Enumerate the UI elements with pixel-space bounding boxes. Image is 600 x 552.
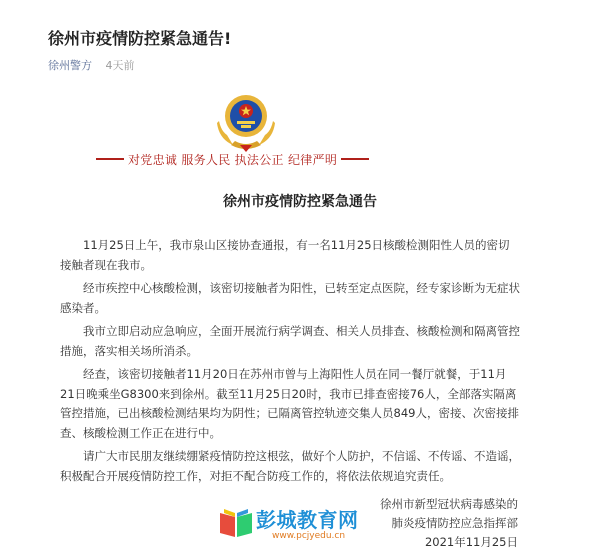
notice-paragraph: 11月25日上午，我市泉山区接协查通报，有一名11月25日核酸检测阳性人员的密切接触者现在我市。 <box>60 238 510 272</box>
signature-date: 2021年11月25日 <box>424 535 518 549</box>
watermark-text: 彭城教育网 <box>256 508 359 532</box>
police-motto <box>96 151 404 167</box>
notice-signature <box>380 495 518 552</box>
notice-paragraph: 我市立即启动应急响应，全面开展流行病学调查、相关人员排查、核酸检测和隔离管控措施，落实相关场所消杀。 <box>60 324 520 358</box>
watermark <box>218 504 388 544</box>
notice-title: 徐州市疫情防控紧急通告 <box>223 194 377 210</box>
publish-time: 4天前 <box>105 59 135 72</box>
notice-body <box>60 236 520 490</box>
notice-paragraph: 经市疾控中心核酸检测，该密切接触者为阳性，已转至定点医院，经专家诊断为无症状感染者。 <box>60 281 520 315</box>
article-title: 徐州市疫情防控紧急通告! <box>48 29 232 48</box>
notice-paragraph: 请广大市民朋友继续绷紧疫情防控这根弦，做好个人防护，不信谣、不传谣、不造谣，积极配合开展疫情防控工作，对拒不配合防疫工作的，将依法依规追究责任。 <box>60 449 520 483</box>
motto-divider-right <box>341 158 369 160</box>
watermark-url: www.pcjyedu.cn <box>272 531 346 541</box>
notice-paragraph: 经查，该密切接触者11月20日在苏州市曾与上海阳性人员在同一餐厅就餐，于11月21日晚乘坐G8300来到徐州。截至11月25日20时，我市已排查密接76人，全部落实隔离管控措施，已出核酸检测结果均为阴性；已隔离管控轨迹交集人员849人，密接、次密接排查、核酸检测工作正在进行中。 <box>60 367 519 440</box>
article-meta <box>48 57 135 73</box>
signature-org-line2: 肺炎疫情防控应急指挥部 <box>391 516 518 530</box>
police-emblem-icon <box>213 89 279 153</box>
book-icon <box>218 507 254 539</box>
motto-text: 对党忠诚 服务人民 执法公正 纪律严明 <box>128 152 338 167</box>
author-link[interactable]: 徐州警方 <box>48 59 92 72</box>
motto-divider-left <box>96 158 124 160</box>
signature-org-line1: 徐州市新型冠状病毒感染的 <box>380 497 518 511</box>
